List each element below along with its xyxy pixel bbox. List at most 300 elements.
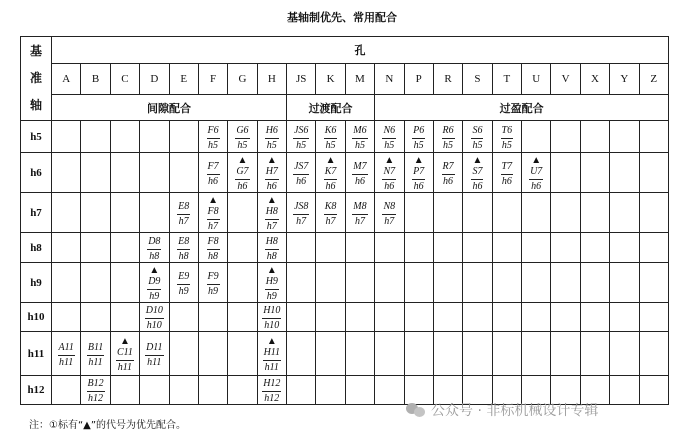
watermark-text: 公众号 · 非标机械设计专辑 <box>431 403 599 419</box>
shaft-tolerance: h11 <box>117 362 133 373</box>
fit-cell <box>257 153 286 193</box>
watermark <box>406 400 598 420</box>
fit-cell <box>81 376 110 405</box>
fit-code <box>265 237 279 262</box>
fit-cell <box>287 332 316 376</box>
fit-code <box>177 202 190 227</box>
shaft-tolerance: h5 <box>413 139 424 151</box>
hole-tolerance: M7 <box>352 162 367 175</box>
hole-tolerance: H12 <box>262 379 281 392</box>
fit-cell <box>551 332 580 376</box>
fit-code <box>265 266 279 302</box>
fit-code <box>207 272 220 297</box>
fit-cell <box>433 263 462 303</box>
shaft-tolerance: h10 <box>146 320 162 331</box>
fit-cell <box>169 263 198 303</box>
fit-cell <box>404 233 433 263</box>
preferred-triangle-icon: ▲ <box>266 336 277 347</box>
fit-cell <box>228 376 257 405</box>
fit-cell <box>522 153 551 193</box>
hole-letter-d: D <box>140 64 169 95</box>
fit-cell <box>140 332 169 376</box>
fit-cell <box>228 121 257 153</box>
fit-cell <box>110 193 139 233</box>
fit-cell <box>433 303 462 332</box>
hole-letter-v: V <box>551 64 580 95</box>
fit-cell <box>492 332 521 376</box>
fit-cell <box>257 193 286 233</box>
fit-cell <box>492 303 521 332</box>
fit-code <box>412 156 425 192</box>
fit-cell <box>257 121 286 153</box>
fit-code <box>442 162 455 187</box>
fit-cell <box>316 332 345 376</box>
fit-cell <box>492 121 521 153</box>
shaft-label: h5 <box>21 121 52 153</box>
hole-letter-n: N <box>375 64 404 95</box>
shaft-tolerance: h6 <box>384 181 395 192</box>
fit-cell <box>316 303 345 332</box>
fit-cell <box>492 193 521 233</box>
fit-cell <box>228 303 257 332</box>
table-row <box>21 303 669 332</box>
hole-tolerance: G6 <box>235 126 249 139</box>
preferred-triangle-icon: ▲ <box>237 155 248 166</box>
fit-cell <box>198 153 227 193</box>
wechat-icon <box>406 403 426 417</box>
base-char-1: 基 <box>29 44 42 58</box>
fit-code <box>412 126 425 151</box>
fit-code <box>382 156 396 192</box>
fit-table <box>20 36 669 405</box>
fit-cell <box>492 233 521 263</box>
base-char-3: 轴 <box>29 98 42 112</box>
hole-letter-k: K <box>316 64 345 95</box>
fit-cell <box>639 153 669 193</box>
shaft-tolerance: h11 <box>59 356 74 368</box>
fit-code <box>352 162 367 187</box>
shaft-tolerance: h9 <box>178 285 189 297</box>
fit-cell <box>345 303 374 332</box>
fit-code <box>58 343 75 368</box>
fit-cell <box>316 376 345 405</box>
hole-tolerance: F8 <box>207 237 220 250</box>
table-row <box>21 233 669 263</box>
fit-cell <box>463 263 492 303</box>
fit-code <box>382 202 396 227</box>
hole-letter-m: M <box>345 64 374 95</box>
fit-cell <box>551 121 580 153</box>
fit-cell <box>81 303 110 332</box>
shaft-tolerance: h6 <box>208 175 219 187</box>
hole-tolerance: K7 <box>324 167 338 180</box>
fit-cell <box>228 263 257 303</box>
shaft-tolerance: h6 <box>296 175 307 187</box>
fit-cell <box>110 303 139 332</box>
fit-cell <box>580 303 609 332</box>
shaft-tolerance: h6 <box>413 181 424 192</box>
fit-code <box>265 156 279 192</box>
fit-cell <box>81 233 110 263</box>
fit-cell <box>110 233 139 263</box>
hole-tolerance: H8 <box>265 237 279 250</box>
hole-letter-t: T <box>492 64 521 95</box>
fit-cell <box>345 193 374 233</box>
fit-cell <box>639 303 669 332</box>
hole-tolerance: F9 <box>207 272 220 285</box>
shaft-tolerance: h5 <box>325 139 336 151</box>
hole-tolerance: M8 <box>352 202 367 215</box>
base-char-2: 准 <box>29 71 42 85</box>
hole-tolerance: E8 <box>177 202 190 215</box>
fit-cell <box>140 303 169 332</box>
hole-letter-x: X <box>580 64 609 95</box>
shaft-tolerance: h12 <box>264 393 280 404</box>
shaft-tolerance: h11 <box>147 356 162 368</box>
fit-cell <box>110 263 139 303</box>
fit-cell <box>580 121 609 153</box>
fit-cell <box>228 193 257 233</box>
hole-tolerance: B12 <box>87 379 105 392</box>
fit-cell <box>110 121 139 153</box>
fit-cell <box>81 153 110 193</box>
preferred-triangle-icon: ▲ <box>266 195 277 206</box>
fit-cell <box>110 376 139 405</box>
preferred-triangle-icon: ▲ <box>266 155 277 166</box>
fit-code <box>207 237 220 262</box>
hole-tolerance: D8 <box>147 237 161 250</box>
fit-cell <box>169 233 198 263</box>
fit-cell <box>257 233 286 263</box>
hole-tolerance: JS8 <box>293 202 309 215</box>
shaft-tolerance: h9 <box>266 291 277 302</box>
hole-tolerance: H9 <box>265 277 279 290</box>
shaft-tolerance: h6 <box>354 175 365 187</box>
hole-tolerance: D11 <box>145 343 163 356</box>
fit-code <box>352 126 367 151</box>
hole-tolerance: N8 <box>382 202 396 215</box>
fit-cell <box>198 332 227 376</box>
fit-cell <box>287 121 316 153</box>
fit-cell <box>463 153 492 193</box>
fit-code <box>207 162 220 187</box>
shaft-tolerance: h6 <box>472 181 483 192</box>
shaft-label: h9 <box>21 263 52 303</box>
fit-cell <box>404 121 433 153</box>
fit-cell <box>580 153 609 193</box>
fit-cell <box>81 332 110 376</box>
fit-cell <box>316 193 345 233</box>
fit-cell <box>551 193 580 233</box>
fit-code <box>147 266 161 302</box>
fit-cell <box>287 233 316 263</box>
fit-cell <box>140 233 169 263</box>
shaft-tolerance: h9 <box>208 285 219 297</box>
hole-letter-e: E <box>169 64 198 95</box>
hole-tolerance: S7 <box>471 167 483 180</box>
fit-cell <box>492 153 521 193</box>
fit-code <box>87 343 104 368</box>
fit-cell <box>345 121 374 153</box>
fit-code <box>442 126 455 151</box>
shaft-tolerance: h7 <box>354 215 365 227</box>
hole-tolerance: P6 <box>412 126 425 139</box>
shaft-tolerance: h11 <box>88 356 103 368</box>
shaft-tolerance: h11 <box>264 362 279 373</box>
fit-cell <box>375 193 404 233</box>
fit-code <box>116 337 134 373</box>
shaft-tolerance: h10 <box>264 320 280 331</box>
hole-tolerance: G7 <box>235 167 249 180</box>
fit-cell <box>522 121 551 153</box>
fit-cell <box>287 263 316 303</box>
fit-cell <box>433 332 462 376</box>
base-shaft-header <box>21 37 52 121</box>
hole-tolerance: R7 <box>442 162 455 175</box>
fit-cell <box>551 233 580 263</box>
fit-group-2: 过盈配合 <box>375 95 669 121</box>
fit-cell <box>169 376 198 405</box>
fit-cell <box>198 376 227 405</box>
fit-cell <box>287 303 316 332</box>
fit-cell <box>404 153 433 193</box>
shaft-tolerance: h5 <box>443 139 454 151</box>
shaft-tolerance: h7 <box>325 215 336 227</box>
shaft-tolerance: h5 <box>208 139 219 151</box>
fit-cell <box>551 263 580 303</box>
hole-letter-y: Y <box>610 64 639 95</box>
hole-tolerance: A11 <box>58 343 75 356</box>
fit-cell <box>169 121 198 153</box>
fit-cell <box>433 121 462 153</box>
fit-cell <box>610 263 639 303</box>
fit-cell <box>404 263 433 303</box>
fit-code <box>147 237 161 262</box>
fit-cell <box>81 121 110 153</box>
hole-letter-g: G <box>228 64 257 95</box>
fit-code <box>293 126 309 151</box>
header-row-letters <box>21 64 669 95</box>
fit-cell <box>522 332 551 376</box>
shaft-tolerance: h6 <box>443 175 454 187</box>
fit-code <box>501 162 514 187</box>
fit-cell <box>610 233 639 263</box>
shaft-tolerance: h12 <box>88 393 104 404</box>
fit-code <box>471 126 483 151</box>
preferred-triangle-icon: ▲ <box>119 336 130 347</box>
hole-tolerance: C11 <box>116 348 134 361</box>
fit-cell <box>140 121 169 153</box>
fit-cell <box>610 153 639 193</box>
fit-code <box>207 196 220 232</box>
hole-letter-r: R <box>433 64 462 95</box>
hole-tolerance: H7 <box>265 167 279 180</box>
fit-code <box>382 126 396 151</box>
hole-letter-h: H <box>257 64 286 95</box>
hole-tolerance: H6 <box>265 126 279 139</box>
fit-cell <box>433 193 462 233</box>
shaft-tolerance: h5 <box>472 139 483 151</box>
fit-cell <box>375 153 404 193</box>
footnote: 注：①标有“▲”的代号为优先配合。 <box>29 420 187 431</box>
fit-cell <box>287 376 316 405</box>
fit-code <box>471 156 483 192</box>
fit-cell <box>522 263 551 303</box>
shaft-tolerance: h6 <box>266 181 277 192</box>
hole-tolerance: T6 <box>501 126 514 139</box>
fit-cell <box>257 263 286 303</box>
hole-tolerance: D10 <box>145 306 164 319</box>
fit-cell <box>110 332 139 376</box>
table-title: 基轴制优先、常用配合 <box>287 11 397 24</box>
fit-code <box>324 202 338 227</box>
fit-cell <box>198 233 227 263</box>
preferred-triangle-icon: ▲ <box>325 155 336 166</box>
hole-tolerance: R6 <box>442 126 455 139</box>
hole-tolerance: T7 <box>501 162 514 175</box>
fit-cell <box>198 121 227 153</box>
fit-code <box>324 126 338 151</box>
hole-letter-u: U <box>522 64 551 95</box>
fit-code <box>235 126 249 151</box>
fit-cell <box>140 263 169 303</box>
hole-letter-a: A <box>52 64 81 95</box>
preferred-triangle-icon: ▲ <box>472 155 483 166</box>
fit-cell <box>228 332 257 376</box>
fit-cell <box>404 193 433 233</box>
fit-code <box>265 126 279 151</box>
hole-tolerance: D9 <box>147 277 161 290</box>
fit-cell <box>433 153 462 193</box>
fit-group-0: 间隙配合 <box>52 95 287 121</box>
hole-letter-z: Z <box>639 64 669 95</box>
fit-cell <box>463 332 492 376</box>
fit-code <box>262 306 281 331</box>
fit-cell <box>52 233 81 263</box>
fit-cell <box>52 153 81 193</box>
shaft-tolerance: h5 <box>266 139 277 151</box>
fit-cell <box>287 193 316 233</box>
hole-tolerance: H11 <box>263 348 281 361</box>
fit-cell <box>375 332 404 376</box>
hole-tolerance: JS6 <box>293 126 309 139</box>
table-row <box>21 263 669 303</box>
shaft-tolerance: h8 <box>178 250 189 262</box>
fit-cell <box>345 153 374 193</box>
fit-cell <box>257 303 286 332</box>
shaft-tolerance: h5 <box>354 139 365 151</box>
fit-cell <box>198 193 227 233</box>
table-row <box>21 153 669 193</box>
fit-cell <box>375 303 404 332</box>
hole-letter-s: S <box>463 64 492 95</box>
fit-cell <box>52 121 81 153</box>
hole-tolerance: N6 <box>382 126 396 139</box>
hole-tolerance: S6 <box>471 126 483 139</box>
hole-tolerance: M6 <box>352 126 367 139</box>
fit-cell <box>404 303 433 332</box>
shaft-tolerance: h8 <box>149 250 160 262</box>
hole-tolerance: E9 <box>177 272 190 285</box>
shaft-tolerance: h6 <box>501 175 512 187</box>
fit-cell <box>639 233 669 263</box>
shaft-tolerance: h7 <box>384 215 395 227</box>
shaft-tolerance: h7 <box>178 215 189 227</box>
shaft-tolerance: h8 <box>266 250 277 262</box>
fit-cell <box>375 263 404 303</box>
shaft-label: h6 <box>21 153 52 193</box>
shaft-tolerance: h5 <box>296 139 307 151</box>
table-row <box>21 332 669 376</box>
hole-letter-b: B <box>81 64 110 95</box>
fit-cell <box>551 303 580 332</box>
fit-cell <box>639 121 669 153</box>
fit-cell <box>169 332 198 376</box>
fit-cell <box>81 193 110 233</box>
fit-cell <box>316 153 345 193</box>
hole-tolerance: B11 <box>87 343 104 356</box>
fit-cell <box>81 263 110 303</box>
hole-tolerance: E8 <box>177 237 190 250</box>
shaft-tolerance: h5 <box>237 139 248 151</box>
hole-letter-js: JS <box>287 64 316 95</box>
hole-letter-f: F <box>198 64 227 95</box>
fit-cell <box>639 376 669 405</box>
fit-cell <box>610 303 639 332</box>
shaft-tolerance: h9 <box>149 291 160 302</box>
preferred-triangle-icon: ▲ <box>266 265 277 276</box>
fit-code <box>207 126 220 151</box>
fit-cell <box>140 376 169 405</box>
preferred-triangle-icon: ▲ <box>413 155 424 166</box>
hole-tolerance: F8 <box>207 207 220 220</box>
fit-group-1: 过渡配合 <box>287 95 375 121</box>
fit-code <box>145 306 164 331</box>
fit-code <box>293 202 309 227</box>
fit-cell <box>110 153 139 193</box>
fit-cell <box>169 303 198 332</box>
fit-cell <box>345 376 374 405</box>
fit-cell <box>169 193 198 233</box>
hole-letter-p: P <box>404 64 433 95</box>
fit-cell <box>198 303 227 332</box>
hole-letter-c: C <box>110 64 139 95</box>
fit-cell <box>639 263 669 303</box>
fit-cell <box>228 153 257 193</box>
shaft-label: h10 <box>21 303 52 332</box>
hole-tolerance: F7 <box>207 162 220 175</box>
hole-tolerance: P7 <box>412 167 425 180</box>
fit-cell <box>610 376 639 405</box>
fit-cell <box>404 332 433 376</box>
fit-cell <box>140 193 169 233</box>
fit-code <box>87 379 105 404</box>
preferred-triangle-icon: ▲ <box>208 195 218 206</box>
fit-cell <box>52 263 81 303</box>
fit-code <box>235 156 249 192</box>
shaft-tolerance: h6 <box>237 181 248 192</box>
shaft-label: h8 <box>21 233 52 263</box>
shaft-tolerance: h5 <box>501 139 512 151</box>
fit-cell <box>610 332 639 376</box>
shaft-label: h7 <box>21 193 52 233</box>
fit-cell <box>375 121 404 153</box>
fit-cell <box>463 233 492 263</box>
header-row-groups <box>21 95 669 121</box>
fit-cell <box>228 233 257 263</box>
fit-cell <box>345 233 374 263</box>
fit-cell <box>375 376 404 405</box>
